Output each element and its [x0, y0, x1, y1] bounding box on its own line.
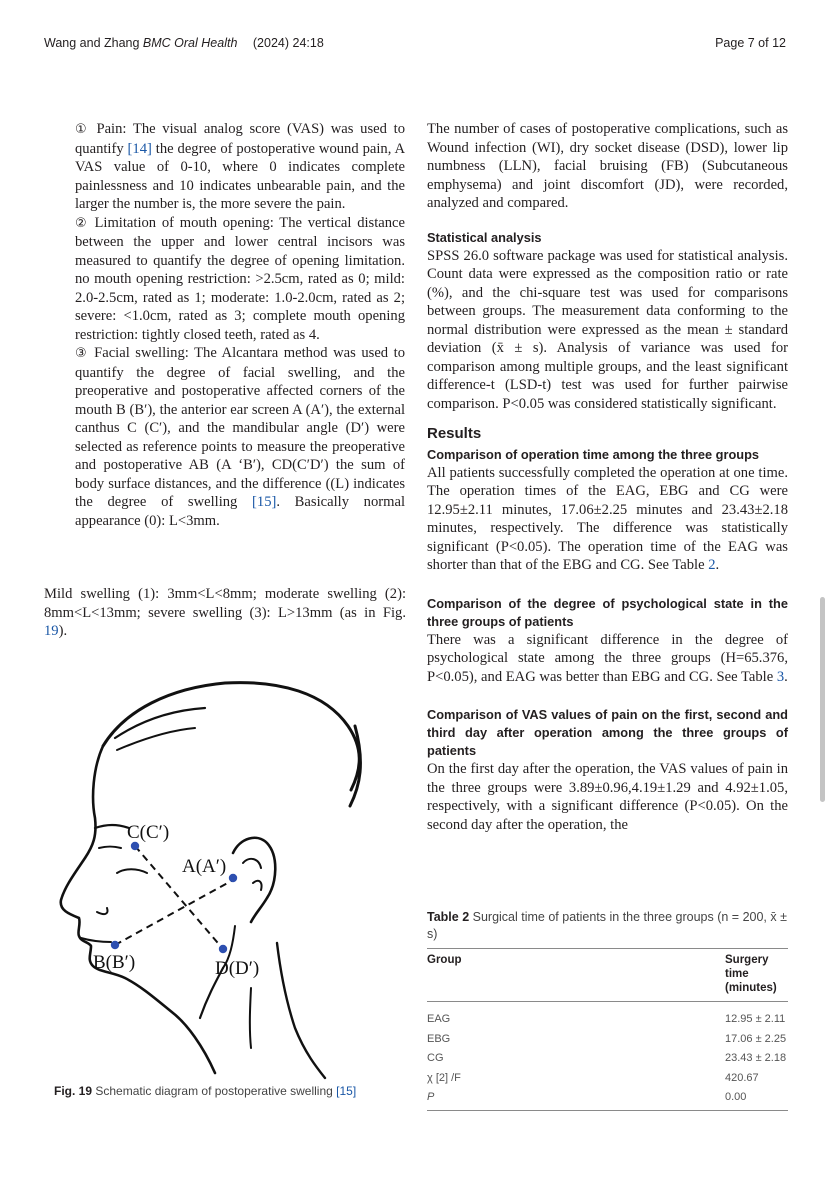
header-surgery-time: Surgery time (minutes): [725, 954, 777, 994]
paragraph-mouth-opening: ② Limitation of mouth opening: The vertical distance between the upper and lower central incisors was measured to quantify the degree of opening limitation. no mouth opening restriction: >2.5cm, rated as 0; mild: 2.0-2.5cm, rated as 1; moderate: 1.0-2.0cm, rated as 2; severe: <1.0cm, rated as 3; complete mouth opening restriction: tightly closed teeth, rated as 4.: [75, 214, 406, 343]
label-a: A(A′): [182, 856, 227, 877]
header-citation: (2024) 24:18: [252, 36, 324, 50]
paragraph-complications: The number of cases of postoperative complications, such as Wound infection (WI), dry socket disease (DSD), lower lip numbness (LLN), facial bruising (FB) (Subcutaneous emphysema) and joint discomfort (JD), were recorded, analyzed and compared.: [427, 121, 788, 211]
label-b: B(B′): [93, 952, 136, 973]
table-row: CG 23.43 ± 2.18: [427, 1052, 787, 1064]
paragraph-statistics: SPSS 26.0 software package was used for statistical analysis. Count data were expressed as the composition ratio or rate (%), and the chi-square test was used for comparisons between groups. The measurement data conforming to the normal distribution were expressed as the mean ± standard deviation (x̄ ± s). Analysis of variance was used for comparison among multiple groups, and the least significant difference-t (LSD-t) test was used for further pairwise comparison. P<0.05 was considered statistically significant.: [427, 247, 788, 412]
paragraph-psychological-state: There was a significant difference in the degree of psychological state among the three groups (H=65.376, P<0.05), and EAG was better than EBG and CG. See Table 3.: [427, 631, 788, 685]
table-link[interactable]: 3: [776, 668, 785, 685]
line-ab: [115, 880, 233, 945]
surgery-time-table: [427, 948, 788, 1111]
header-journal: BMC Oral Health: [142, 36, 238, 50]
scalp-outline: [103, 683, 359, 790]
table-row: P 0.00: [427, 1091, 747, 1103]
header-authors: Wang and Zhang: [44, 36, 140, 50]
header-group: Group: [427, 954, 462, 966]
heading-statistical-analysis: Statistical analysis: [427, 229, 542, 245]
table-row: EAG 12.95 ± 2.11: [427, 1013, 786, 1025]
ear-outline: [233, 838, 275, 922]
scrollbar-thumb[interactable]: [820, 597, 825, 802]
point-b: [111, 941, 119, 949]
citation-link[interactable]: [15]: [336, 1084, 357, 1098]
table-row: EBG 17.06 ± 2.25: [427, 1032, 787, 1045]
figure-link[interactable]: 19: [44, 623, 59, 639]
paragraph-pain: ① Pain: The visual analog score (VAS) was used to quantify [14] the degree of postoperative wound pain, A VAS value of 0-10, where 0 indicates complete painlessness and 10 indicates unbearable pain, and the larger the number is, the more severe the pain.: [75, 121, 405, 212]
subheading-vas-pain: Comparison of VAS values of pain on the first, second and third day after operation among the three groups of patients: [427, 707, 788, 758]
page-number: Page 7 of 12: [715, 36, 786, 50]
paragraph-facial-swelling: ③ Facial swelling: The Alcantara method was used to quantify the degree of facial swelling, and the preoperative and postoperative affected corners of the mouth B (B′), the anterior ear screen A (A′), the external canthus C (C′), and the mandibular angle (D′) were selected as reference points to measure the preoperative and postoperative AB (A ‘B′), CD(C′D′) the sum of body surface distances, and the difference ((L) indicates the degree of swelling [15]. Basically normal appearance (0): L<3mm.: [75, 345, 406, 529]
table-header-row: [427, 948, 788, 1002]
table-link[interactable]: 2: [708, 557, 716, 573]
subheading-operation-time: Comparison of operation time among the three groups: [427, 446, 760, 462]
face-profile: [61, 746, 215, 1073]
subheading-psychological-state: Comparison of the degree of psychological state in the three groups of patients: [427, 595, 788, 629]
label-c: C(C′): [127, 822, 170, 843]
point-d: [219, 945, 227, 953]
paragraph-vas-pain: On the first day after the operation, the VAS values of pain in the three groups were 3.89±0.96,4.19±1.29 and 4.92±1.05, respectively, with a significant difference (P<0.05). On the second day after the operation, the: [427, 761, 788, 833]
heading-results: Results: [427, 425, 482, 442]
point-c: [131, 842, 139, 850]
left-column: [75, 120, 405, 530]
paragraph-operation-time: All patients successfully completed the operation at one time. The operation times of the EAG, EBG and CG were 12.95±2.11 minutes, 17.06±2.25 minutes and 23.43±2.18 minutes, respectively. The difference was statistically significant (P<0.05). The operation time of the EAG was shorter than that of the EBG and CG. See Table 2.: [427, 464, 788, 573]
point-a: [229, 874, 237, 882]
table-body: [427, 1002, 788, 1111]
label-d: D(D′): [215, 958, 260, 979]
citation-link[interactable]: [14]: [127, 140, 152, 157]
right-column: [427, 120, 788, 834]
running-header: [44, 36, 324, 50]
table-caption: Table 2 Surgical time of patients in the three groups (n = 200, x̄ ± s): [427, 910, 787, 941]
head-profile-figure: [55, 668, 380, 1080]
citation-link[interactable]: [15]: [252, 494, 277, 510]
table-row: χ [2] /F 420.67: [427, 1071, 759, 1084]
figure-caption: Fig. 19 Schematic diagram of postoperative swelling [15]: [54, 1084, 357, 1098]
paragraph-swelling-grades: Mild swelling (1): 3mm<L<8mm; moderate swelling (2): 8mm<L<13mm; severe swelling (3): L>13mm (as in Fig. 19).: [44, 586, 406, 639]
